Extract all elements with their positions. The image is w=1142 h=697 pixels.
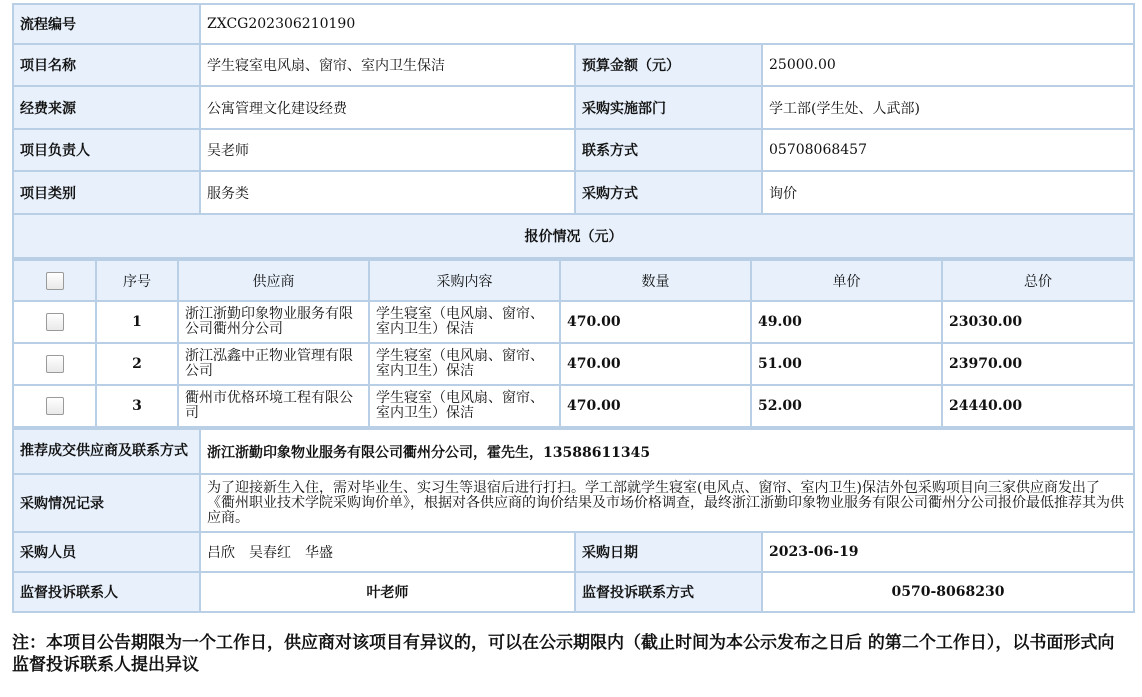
result-table (12, 428, 1135, 613)
row-total: 23970.00 (942, 343, 1134, 385)
category-value: 服务类 (200, 171, 575, 214)
category-label: 项目类别 (13, 171, 200, 214)
col-supplier: 供应商 (178, 260, 369, 301)
fund-source-label: 经费来源 (13, 86, 200, 129)
row-total: 24440.00 (942, 385, 1134, 427)
table-row (13, 343, 1134, 385)
contact-label: 联系方式 (575, 129, 762, 171)
row-supplier: 浙江浙勤印象物业服务有限公司衢州分公司 (178, 301, 369, 343)
select-all-cell[interactable] (13, 260, 96, 301)
process-no-label: 流程编号 (13, 4, 200, 44)
buyers-label: 采购人员 (13, 532, 200, 572)
recommend-label: 推荐成交供应商及联系方式 (13, 429, 200, 474)
contact-value: 05708068457 (762, 129, 1134, 171)
record-value: 为了迎接新生入住，需对毕业生、实习生等退宿后进行打扫。学工部就学生寝室(电风点、窗帘、室内卫生)保洁外包采购项目向三家供应商发出了《衢州职业技术学院采购询价单》，根据对各供应商的询价结果及市场价格调查，最终浙江浙勤印象物业服务有限公司衢州分公司报价最低推荐其为供应商。 (200, 474, 1134, 532)
method-label: 采购方式 (575, 171, 762, 214)
fund-source-value: 公寓管理文化建设经费 (200, 86, 575, 129)
project-name-value: 学生寝室电风扇、窗帘、室内卫生保洁 (200, 44, 575, 86)
row-seq: 1 (96, 301, 178, 343)
quote-section-title: 报价情况（元） (13, 214, 1134, 258)
row-supplier: 衢州市优格环境工程有限公司 (178, 385, 369, 427)
row-unit-price: 52.00 (751, 385, 942, 427)
date-value: 2023-06-19 (762, 532, 1134, 572)
row-qty: 470.00 (560, 385, 751, 427)
supervisor-contact-label: 监督投诉联系方式 (575, 572, 762, 612)
row-content: 学生寝室（电风扇、窗帘、室内卫生）保洁 (369, 385, 560, 427)
project-info-table (12, 3, 1135, 259)
supervisor-label: 监督投诉联系人 (13, 572, 200, 612)
manager-label: 项目负责人 (13, 129, 200, 171)
recommend-value: 浙江浙勤印象物业服务有限公司衢州分公司，霍先生，13588611345 (200, 429, 1134, 474)
supervisor-contact-value: 0570-8068230 (762, 572, 1134, 612)
date-label: 采购日期 (575, 532, 762, 572)
row-checkbox[interactable] (46, 397, 64, 415)
row-unit-price: 51.00 (751, 343, 942, 385)
dept-label: 采购实施部门 (575, 86, 762, 129)
supervisor-value: 叶老师 (200, 572, 575, 612)
notice-footnote: 注：本项目公告期限为一个工作日，供应商对该项目有异议的，可以在公示期限内（截止时间为本公示发布之日后 的第二个工作日），以书面形式向监督投诉联系人提出异议 (12, 633, 1115, 675)
manager-value: 吴老师 (200, 129, 575, 171)
row-total: 23030.00 (942, 301, 1134, 343)
row-qty: 470.00 (560, 343, 751, 385)
procurement-notice (12, 3, 1135, 613)
col-unit-price: 单价 (751, 260, 942, 301)
row-content: 学生寝室（电风扇、窗帘、室内卫生）保洁 (369, 301, 560, 343)
method-value: 询价 (762, 171, 1134, 214)
row-seq: 2 (96, 343, 178, 385)
table-row (13, 301, 1134, 343)
row-checkbox[interactable] (46, 313, 64, 331)
col-content: 采购内容 (369, 260, 560, 301)
col-qty: 数量 (560, 260, 751, 301)
quote-table (12, 259, 1135, 428)
buyers-value: 吕欣 吴春红 华盛 (200, 532, 575, 572)
row-supplier: 浙江泓鑫中正物业管理有限公司 (178, 343, 369, 385)
select-all-checkbox[interactable] (46, 272, 64, 290)
budget-value: 25000.00 (762, 44, 1134, 86)
table-row (13, 385, 1134, 427)
row-content: 学生寝室（电风扇、窗帘、室内卫生）保洁 (369, 343, 560, 385)
row-select-cell[interactable] (13, 301, 96, 343)
process-no-value: ZXCG202306210190 (200, 4, 1134, 44)
dept-value: 学工部(学生处、人武部) (762, 86, 1134, 129)
row-select-cell[interactable] (13, 343, 96, 385)
project-name-label: 项目名称 (13, 44, 200, 86)
budget-label: 预算金额（元） (575, 44, 762, 86)
col-total: 总价 (942, 260, 1134, 301)
record-label: 采购情况记录 (13, 474, 200, 532)
col-seq: 序号 (96, 260, 178, 301)
row-seq: 3 (96, 385, 178, 427)
row-checkbox[interactable] (46, 355, 64, 373)
row-qty: 470.00 (560, 301, 751, 343)
row-unit-price: 49.00 (751, 301, 942, 343)
row-select-cell[interactable] (13, 385, 96, 427)
